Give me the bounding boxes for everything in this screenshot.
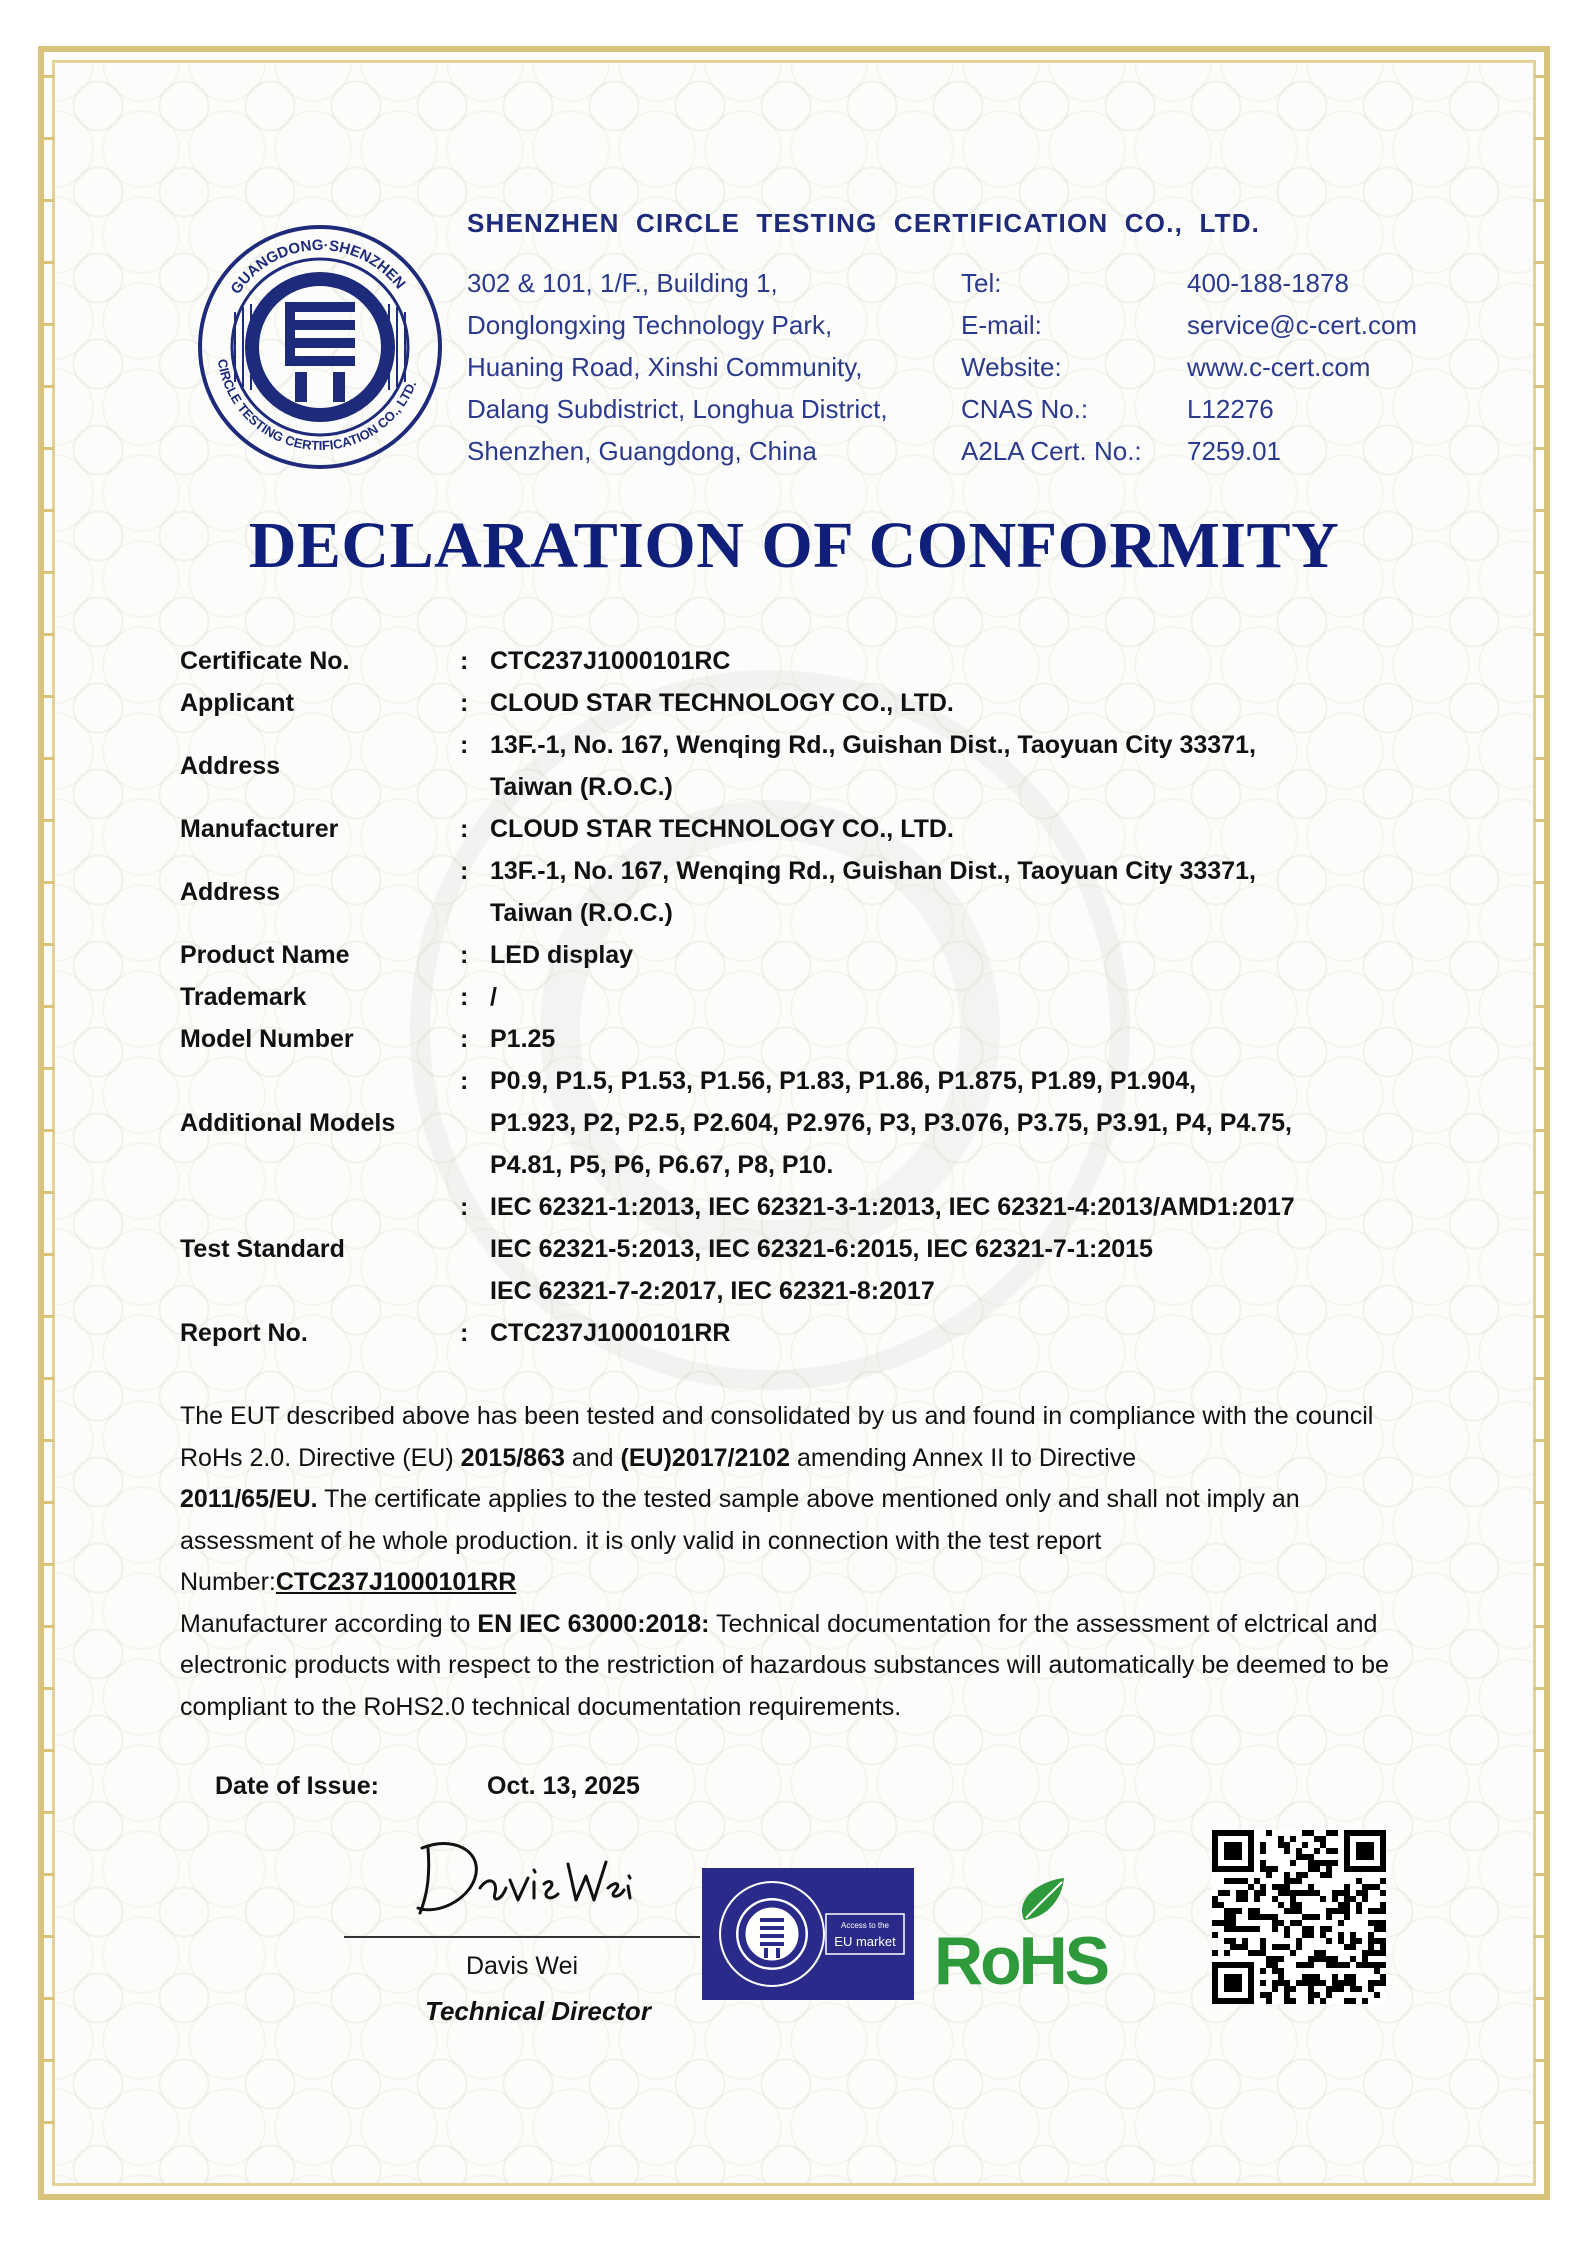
- address-line: Donglongxing Technology Park,: [467, 310, 833, 340]
- contact-email: E-mail: service@c-cert.com: [961, 304, 1417, 346]
- certificate-fields: [180, 640, 1410, 1354]
- contact-website: Website: www.c-cert.com: [961, 346, 1417, 388]
- svg-text:GUANGDONG·SHENZHEN: GUANGDONG·SHENZHEN: [227, 236, 409, 298]
- company-logo: [195, 222, 445, 472]
- compliance-statement: [180, 1396, 1440, 1728]
- contact-cnas: CNAS No.: L12276: [961, 394, 1274, 424]
- svg-text:CIRCLE TESTING CERTIFICATION C: CIRCLE TESTING CERTIFICATION CO., LTD.: [214, 357, 420, 454]
- tel-value: 400-188-1878: [1187, 268, 1349, 298]
- field-product-name: Product Name : LED display: [180, 941, 634, 969]
- svg-text:EU market: EU market: [834, 1934, 896, 1949]
- issue-date: Oct. 13, 2025: [487, 1772, 640, 1800]
- field-applicant-address: Address : 13F.-1, No. 167, Wenqing Rd., Guishan Dist., Taoyuan City 33371, Taiwan (R.O.C.): [180, 731, 1256, 801]
- signatory-title: Technical Director: [425, 1996, 651, 2026]
- date-of-issue: Date of Issue: Oct. 13, 2025: [215, 1772, 640, 1800]
- qr-code[interactable]: [1212, 1830, 1386, 2004]
- eu-market-badge: [702, 1868, 914, 2000]
- signature-line: [344, 1936, 700, 1938]
- field-applicant: Applicant : CLOUD STAR TECHNOLOGY CO., LTD.: [180, 689, 954, 717]
- report-number-link: CTC237J1000101RR: [275, 1568, 517, 1596]
- left-border-ticks: [40, 75, 54, 2169]
- statement-paragraph-2: Manufacturer according to EN IEC 63000:2018: Technical documentation for the assessment of elctrical and electronic products with respect to the restriction of hazardous substances will automatically be deemed to be compliant to the RoHS2.0 technical documentation requirements.: [180, 1609, 1389, 1721]
- svg-text:RoHS: RoHS: [934, 1923, 1108, 1994]
- field-test-standard: Test Standard : IEC 62321-1:2013, IEC 62321-3-1:2013, IEC 62321-4:2013/AMD1:2017 IEC 62321-5:2013, IEC 62321-6:2015, IEC 62321-7-1:2015 IEC 62321-7-2:2017, IEC 62321-8:2017: [180, 1193, 1295, 1305]
- field-certificate-no: Certificate No. : CTC237J1000101RC: [180, 647, 731, 675]
- company-address: [467, 262, 888, 472]
- handwritten-signature: [410, 1818, 640, 1928]
- svg-text:Access to the: Access to the: [840, 1921, 890, 1930]
- field-report-no: Report No. : CTC237J1000101RR: [180, 1319, 731, 1347]
- address-line: Huaning Road, Xinshi Community,: [467, 352, 863, 382]
- address-line: 302 & 101, 1/F., Building 1,: [467, 268, 778, 298]
- field-manufacturer-address: Address : 13F.-1, No. 167, Wenqing Rd., Guishan Dist., Taoyuan City 33371, Taiwan (R.O.C.): [180, 857, 1256, 927]
- contact-a2la: A2LA Cert. No.: 7259.01: [961, 436, 1281, 466]
- statement-paragraph-1: The EUT described above has been tested and consolidated by us and found in compliance with the council RoHs 2.0. Directive (EU) 2015/863 and (EU)2017/2102 amending Annex II to Directive 2011/65/EU. The certificate applies to the tested sample above mentioned only and shall not imply an assessment of he whole production. it is only valid in connection with the test report Number:CTC237J1000101RR: [180, 1402, 1374, 1596]
- email-link[interactable]: service@c-cert.com: [1187, 310, 1418, 340]
- rohs-logo: [934, 1876, 1124, 1994]
- address-line: Dalang Subdistrict, Longhua District,: [467, 394, 888, 424]
- address-line: Shenzhen, Guangdong, China: [467, 436, 817, 466]
- field-additional-models: Additional Models : P0.9, P1.5, P1.53, P1.56, P1.83, P1.86, P1.875, P1.89, P1.904, P1.923, P2, P2.5, P2.604, P2.976, P3, P3.076, P3.75, P3.91, P4, P4.75, P4.81, P5, P6, P6.67, P8, P10.: [180, 1067, 1292, 1179]
- right-border-ticks: [1534, 75, 1548, 2169]
- contact-block: [961, 262, 1417, 472]
- field-model-number: Model Number : P1.25: [180, 1025, 556, 1053]
- document-title: DECLARATION OF CONFORMITY: [248, 509, 1340, 582]
- field-trademark: Trademark : /: [180, 983, 497, 1011]
- contact-tel: Tel: 400-188-1878: [961, 262, 1417, 304]
- website-link[interactable]: www.c-cert.com: [1187, 352, 1371, 382]
- signatory-name: Davis Wei: [465, 1952, 579, 1980]
- company-name: SHENZHEN CIRCLE TESTING CERTIFICATION CO., LTD.: [467, 208, 1261, 238]
- field-manufacturer: Manufacturer : CLOUD STAR TECHNOLOGY CO., LTD.: [180, 815, 954, 843]
